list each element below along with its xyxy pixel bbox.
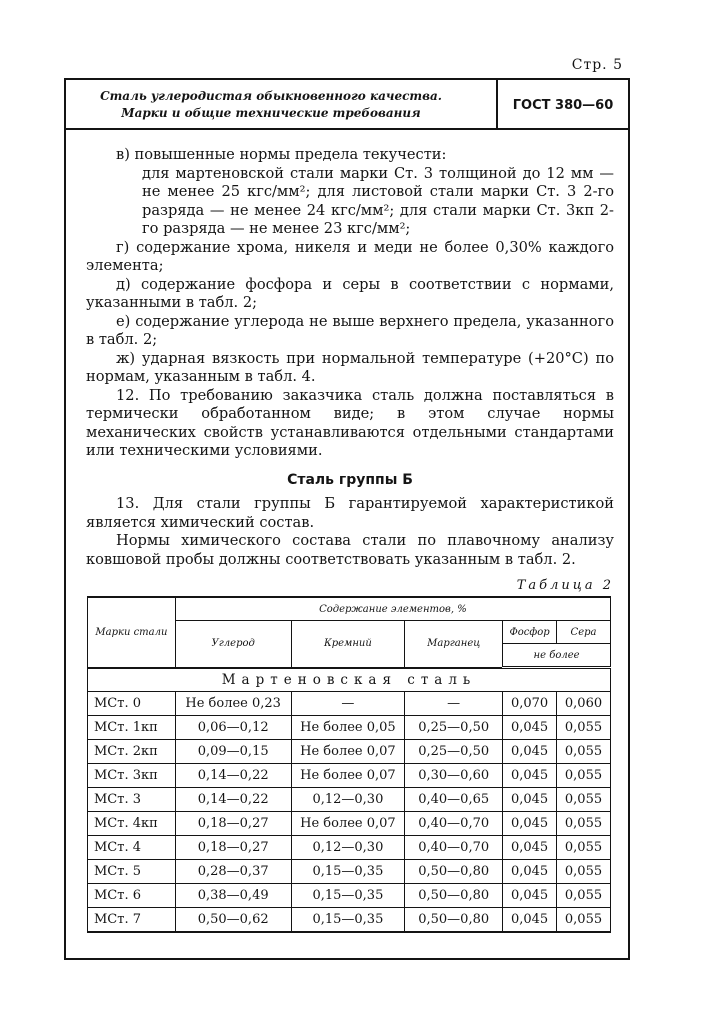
paragraph-zh: ж) ударная вязкость при нормальной температуре (+20°С) по нормам, указанным в табл. 4.	[86, 349, 614, 385]
cell-silicon: Не более 0,07	[291, 812, 405, 836]
frame-right-line	[628, 128, 630, 960]
table-row	[88, 692, 611, 716]
cell-manganese: 0,40—0,70	[405, 812, 503, 836]
cell-sulfur: 0,055	[557, 884, 611, 908]
cell-mark: МСт. 3кп	[88, 764, 176, 788]
cell-phosphorus: 0,045	[503, 716, 557, 740]
frame-bottom-line	[64, 958, 630, 960]
header-manganese: Марганец	[405, 621, 503, 668]
section-row-open-hearth: Мартеновская сталь	[88, 668, 611, 692]
paragraph-g: г) содержание хрома, никеля и меди не более 0,30% каждого элемента;	[86, 238, 614, 274]
cell-silicon: Не более 0,07	[291, 740, 405, 764]
cell-mark: МСт. 5	[88, 860, 176, 884]
cell-sulfur: 0,055	[557, 716, 611, 740]
gost-number: ГОСТ 380—60	[512, 97, 614, 113]
header-not-more: не более	[503, 644, 611, 668]
cell-silicon: 0,12—0,30	[291, 788, 405, 812]
cell-silicon: 0,15—0,35	[291, 908, 405, 933]
paragraph-12: 12. По требованию заказчика сталь должна поставляться в термически обработанном виде; в этом случае нормы механических свойств устанавливаются отдельными стандартами или техническими условиями.	[86, 386, 614, 459]
table-caption: Таблица 2	[516, 578, 614, 593]
cell-silicon: Не более 0,05	[291, 716, 405, 740]
cell-sulfur: 0,055	[557, 764, 611, 788]
frame-top-line	[64, 128, 630, 130]
cell-manganese: 0,25—0,50	[405, 740, 503, 764]
document-header	[64, 78, 630, 130]
paragraph-13: 13. Для стали группы Б гарантируемой характеристикой является химический состав.	[86, 495, 614, 531]
cell-mark: МСт. 0	[88, 692, 176, 716]
cell-sulfur: 0,055	[557, 740, 611, 764]
cell-phosphorus: 0,045	[503, 908, 557, 933]
table-row	[88, 836, 611, 860]
cell-manganese: 0,50—0,80	[405, 860, 503, 884]
header-phosphorus: Фосфор	[503, 621, 557, 644]
cell-manganese: 0,25—0,50	[405, 716, 503, 740]
header-marks: Марки стали	[88, 597, 176, 668]
cell-carbon: 0,09—0,15	[175, 740, 291, 764]
cell-sulfur: 0,055	[557, 908, 611, 933]
paragraph-e: е) содержание углерода не выше верхнего предела, указанного в табл. 2;	[86, 312, 614, 348]
paragraph-v-head: в) повышенные нормы предела текучести:	[116, 146, 447, 163]
cell-carbon: 0,18—0,27	[175, 836, 291, 860]
cell-silicon: Не более 0,07	[291, 764, 405, 788]
table-row	[88, 860, 611, 884]
header-content: Содержание элементов, %	[175, 597, 610, 621]
cell-mark: МСт. 2кп	[88, 740, 176, 764]
page-number: Стр. 5	[571, 57, 623, 73]
cell-mark: МСт. 7	[88, 908, 176, 933]
cell-carbon: 0,06—0,12	[175, 716, 291, 740]
cell-phosphorus: 0,045	[503, 860, 557, 884]
cell-phosphorus: 0,045	[503, 836, 557, 860]
cell-mark: МСт. 1кп	[88, 716, 176, 740]
cell-phosphorus: 0,045	[503, 764, 557, 788]
header-title	[66, 80, 498, 130]
header-title-line1: Сталь углеродистая обыкновенного качества.	[100, 89, 442, 103]
cell-phosphorus: 0,070	[503, 692, 557, 716]
cell-manganese: 0,40—0,70	[405, 836, 503, 860]
cell-silicon: 0,15—0,35	[291, 884, 405, 908]
cell-manganese: 0,50—0,80	[405, 884, 503, 908]
table-body	[88, 668, 611, 933]
cell-mark: МСт. 4	[88, 836, 176, 860]
cell-mark: МСт. 4кп	[88, 812, 176, 836]
cell-silicon: —	[291, 692, 405, 716]
cell-phosphorus: 0,045	[503, 788, 557, 812]
table-2	[87, 596, 611, 933]
table-row	[88, 812, 611, 836]
cell-carbon: 0,38—0,49	[175, 884, 291, 908]
table-row	[88, 788, 611, 812]
cell-manganese: 0,50—0,80	[405, 908, 503, 933]
cell-carbon: 0,14—0,22	[175, 788, 291, 812]
cell-phosphorus: 0,045	[503, 884, 557, 908]
cell-sulfur: 0,055	[557, 788, 611, 812]
cell-sulfur: 0,055	[557, 860, 611, 884]
cell-sulfur: 0,055	[557, 812, 611, 836]
cell-carbon: 0,28—0,37	[175, 860, 291, 884]
header-title-line2: Марки и общие технические требования	[121, 106, 421, 120]
table-row	[88, 716, 611, 740]
table-row	[88, 884, 611, 908]
cell-carbon: 0,18—0,27	[175, 812, 291, 836]
cell-mark: МСт. 6	[88, 884, 176, 908]
cell-carbon: Не более 0,23	[175, 692, 291, 716]
header-sulfur: Сера	[557, 621, 611, 644]
header-silicon: Кремний	[291, 621, 405, 668]
cell-phosphorus: 0,045	[503, 812, 557, 836]
cell-manganese: 0,40—0,65	[405, 788, 503, 812]
cell-manganese: 0,30—0,60	[405, 764, 503, 788]
cell-phosphorus: 0,045	[503, 740, 557, 764]
table-row	[88, 764, 611, 788]
chemical-composition-table	[87, 596, 611, 933]
cell-carbon: 0,50—0,62	[175, 908, 291, 933]
paragraph-d: д) содержание фосфора и серы в соответствии с нормами, указанными в табл. 2;	[86, 275, 614, 311]
cell-sulfur: 0,055	[557, 836, 611, 860]
paragraph-v-body: для мартеновской стали марки Ст. 3 толщиной до 12 мм — не менее 25 кгс/мм²; для листовой стали марки Ст. 3 2-го разряда — не менее 24 кгс/мм²; для стали марки Ст. 3кп 2-го разряда — не менее 23 кгс/мм²;	[142, 164, 614, 237]
body-text	[86, 146, 614, 596]
header-carbon: Углерод	[175, 621, 291, 668]
frame-left-line	[64, 128, 66, 960]
paragraph-13b: Нормы химического состава стали по плавочному анализу ковшовой пробы должны соответствовать указанным в табл. 2.	[86, 532, 614, 568]
paragraph-v-body-wrap	[86, 165, 614, 239]
cell-manganese: —	[405, 692, 503, 716]
cell-silicon: 0,12—0,30	[291, 836, 405, 860]
cell-silicon: 0,15—0,35	[291, 860, 405, 884]
cell-carbon: 0,14—0,22	[175, 764, 291, 788]
cell-sulfur: 0,060	[557, 692, 611, 716]
cell-mark: МСт. 3	[88, 788, 176, 812]
table-row	[88, 740, 611, 764]
section-title: Сталь группы Б	[287, 471, 413, 488]
table-row	[88, 908, 611, 933]
